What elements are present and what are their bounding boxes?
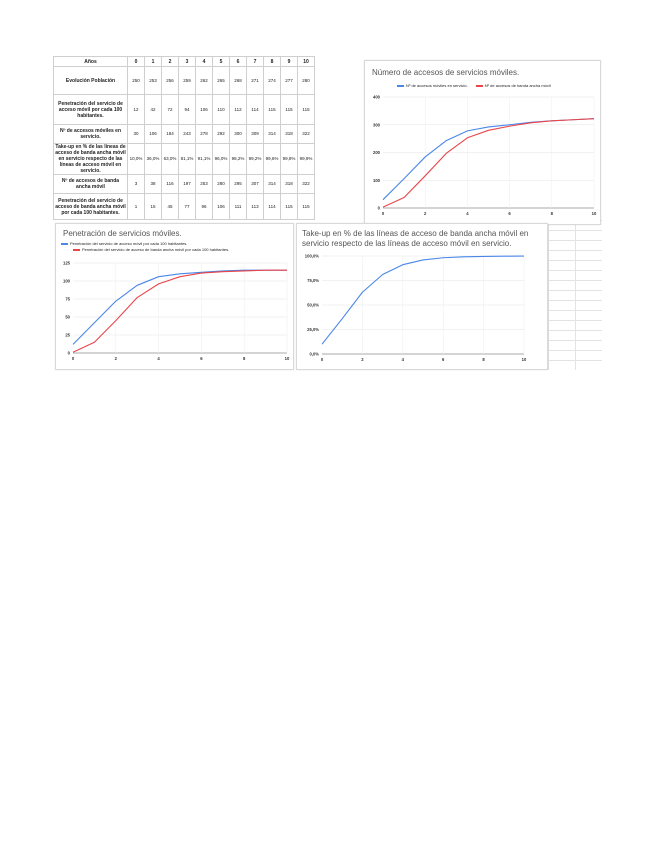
table-cell: 250: [128, 67, 145, 95]
y-tick-label: 0: [377, 205, 380, 211]
table-row: [54, 67, 315, 95]
table-cell: 307: [247, 175, 264, 194]
year-header: 10: [298, 57, 315, 67]
year-header: 5: [213, 57, 230, 67]
year-header: 4: [196, 57, 213, 67]
row-label: Penetración del servicio de acceso móvil por cada 100 habitantes.: [54, 95, 128, 125]
table-cell: 243: [179, 125, 196, 144]
table-cell: 280: [213, 175, 230, 194]
table-cell: 106: [196, 95, 213, 125]
y-tick-label: 0,0%: [309, 351, 319, 357]
y-tick-label: 100: [373, 177, 380, 183]
table-cell: 91,1%: [196, 144, 213, 175]
table-cell: 42: [145, 95, 162, 125]
chart-panel-takeup: [296, 223, 548, 370]
legend-label: Penetración del servicio de acceso móvil por cada 100 habitantes.: [70, 241, 188, 246]
table-cell: 309: [247, 125, 264, 144]
table-cell: 45: [162, 194, 179, 220]
y-tick-label: 300: [373, 122, 380, 128]
table-cell: 106: [213, 194, 230, 220]
line-chart-penetracion: [56, 224, 293, 369]
table-row: [54, 144, 315, 175]
y-tick-label: 100,0%: [304, 253, 319, 259]
row-label: Nº de accesos de banda ancha móvil: [54, 175, 128, 194]
y-tick-label: 25: [65, 332, 70, 338]
y-tick-label: 75,0%: [307, 278, 319, 283]
table-cell: 113: [247, 194, 264, 220]
row-label: Evolución Población: [54, 67, 128, 95]
chart-title: Penetración de servicios móviles.: [63, 229, 182, 238]
table-row: [54, 125, 315, 144]
year-header: 7: [247, 57, 264, 67]
table-cell: 72: [162, 95, 179, 125]
x-tick-label: 10: [521, 357, 527, 362]
table-cell: 184: [162, 125, 179, 144]
table-cell: 115: [264, 95, 281, 125]
table-cell: 278: [196, 125, 213, 144]
table-cell: 115: [298, 95, 315, 125]
table-cell: 99,9%: [298, 144, 315, 175]
row-label: Take-up en % de las líneas de acceso de banda ancha móvil en servicio respecto de las líneas de acceso móvil en servicio.: [55, 144, 126, 174]
table-cell: 3: [128, 175, 145, 194]
table-cell: 265: [213, 67, 230, 95]
table-cell: 10,0%: [128, 144, 145, 175]
table-cell: 110: [213, 95, 230, 125]
chart-title: Número de accesos de servicios móviles.: [372, 68, 520, 77]
table-cell: 98,2%: [230, 144, 247, 175]
table-cell: 38: [145, 175, 162, 194]
table-cell: 314: [264, 125, 281, 144]
table-row: [54, 194, 315, 220]
year-header: 9: [281, 57, 298, 67]
year-header: 8: [264, 57, 281, 67]
x-tick-label: 10: [284, 356, 290, 361]
header-label: Años: [54, 57, 128, 67]
y-tick-label: 200: [373, 150, 380, 155]
y-tick-label: 50: [65, 314, 70, 320]
y-tick-label: 0: [67, 350, 70, 356]
chart-panel-penetracion: [55, 223, 294, 370]
chart-panel-accesos: [364, 60, 601, 225]
series-line: [322, 256, 524, 344]
table-cell: 30: [128, 125, 145, 144]
x-tick-label: 4: [466, 211, 469, 216]
table-cell: 197: [179, 175, 196, 194]
line-chart-takeup: [297, 224, 547, 369]
table-cell: 114: [247, 95, 264, 125]
x-tick-label: 2: [361, 357, 364, 362]
table-cell: 256: [162, 67, 179, 95]
table-row: [54, 175, 315, 194]
table-cell: 115: [281, 95, 298, 125]
table-cell: 112: [230, 95, 247, 125]
legend-label: Nº de accesos móviles en servicio.: [406, 83, 468, 88]
x-tick-label: 6: [200, 356, 203, 361]
table-cell: 96: [196, 194, 213, 220]
table-cell: 36,0%: [145, 144, 162, 175]
x-tick-label: 8: [550, 211, 553, 216]
table-cell: 253: [196, 175, 213, 194]
x-tick-label: 4: [157, 356, 160, 361]
line-chart-accesos: [365, 61, 600, 224]
row-label: Penetración del servicio de acceso de banda ancha móvil por cada 100 habitantes.: [54, 194, 128, 220]
table-cell: 259: [179, 67, 196, 95]
table-cell: 271: [247, 67, 264, 95]
table-cell: 322: [298, 175, 315, 194]
x-tick-label: 0: [71, 356, 75, 361]
table-cell: 77: [179, 194, 196, 220]
table-header-row: [54, 57, 315, 67]
year-header: 6: [230, 57, 247, 67]
table-cell: 274: [264, 67, 281, 95]
year-header: 0: [128, 57, 145, 67]
table-cell: 277: [281, 67, 298, 95]
x-tick-label: 4: [401, 357, 404, 362]
year-header: 2: [162, 57, 179, 67]
table-cell: 1: [128, 194, 145, 220]
table-cell: 322: [298, 125, 315, 144]
table-cell: 99,2%: [247, 144, 264, 175]
chart-title: Take-up en % de las líneas de acceso de banda ancha móvil en servicio respecto de las líneas de acceso móvil en servicio.: [302, 229, 529, 248]
year-header: 1: [145, 57, 162, 67]
year-header: 3: [179, 57, 196, 67]
data-table: [53, 56, 315, 220]
table-cell: 314: [264, 175, 281, 194]
table-cell: 94: [179, 95, 196, 125]
y-tick-label: 25,0%: [307, 327, 319, 332]
table-cell: 115: [281, 194, 298, 220]
table-cell: 12: [128, 95, 145, 125]
table-cell: 116: [162, 175, 179, 194]
x-tick-label: 2: [114, 356, 117, 361]
table-cell: 318: [281, 125, 298, 144]
table-cell: 63,0%: [162, 144, 179, 175]
x-tick-label: 8: [243, 356, 246, 361]
x-tick-label: 10: [591, 211, 597, 216]
legend-label: Nº de accesos de banda ancha móvil: [484, 83, 551, 88]
table-cell: 280: [298, 67, 315, 95]
table-cell: 292: [213, 125, 230, 144]
table-cell: 318: [281, 175, 298, 194]
table-cell: 300: [230, 125, 247, 144]
legend-label: Penetración del servicio de acceso de banda ancha móvil por cada 100 habitantes.: [82, 247, 230, 252]
table-cell: 115: [298, 194, 315, 220]
table-cell: 81,1%: [179, 144, 196, 175]
x-tick-label: 0: [381, 211, 385, 216]
table-cell: 106: [145, 125, 162, 144]
table-cell: 268: [230, 67, 247, 95]
table-cell: 262: [196, 67, 213, 95]
table-cell: 15: [145, 194, 162, 220]
table-cell: 96,0%: [213, 144, 230, 175]
table-cell: 99,6%: [264, 144, 281, 175]
table-row: [54, 95, 315, 125]
x-tick-label: 2: [424, 211, 427, 216]
y-tick-label: 50,0%: [307, 302, 319, 308]
table-cell: 111: [230, 194, 247, 220]
spreadsheet-grid: [548, 220, 602, 370]
y-tick-label: 400: [373, 94, 380, 100]
table-cell: 253: [145, 67, 162, 95]
x-tick-label: 8: [482, 357, 485, 362]
series-line: [383, 119, 594, 208]
x-tick-label: 6: [442, 357, 445, 362]
y-tick-label: 125: [63, 260, 70, 266]
y-tick-label: 75: [65, 296, 70, 302]
y-tick-label: 100: [63, 278, 70, 284]
table-cell: 295: [230, 175, 247, 194]
x-tick-label: 0: [320, 357, 324, 362]
series-line: [73, 270, 287, 344]
x-tick-label: 6: [508, 211, 511, 216]
table-cell: 114: [264, 194, 281, 220]
table-cell: 99,8%: [281, 144, 298, 175]
row-label: Nº de accesos móviles en servicio.: [54, 125, 128, 144]
